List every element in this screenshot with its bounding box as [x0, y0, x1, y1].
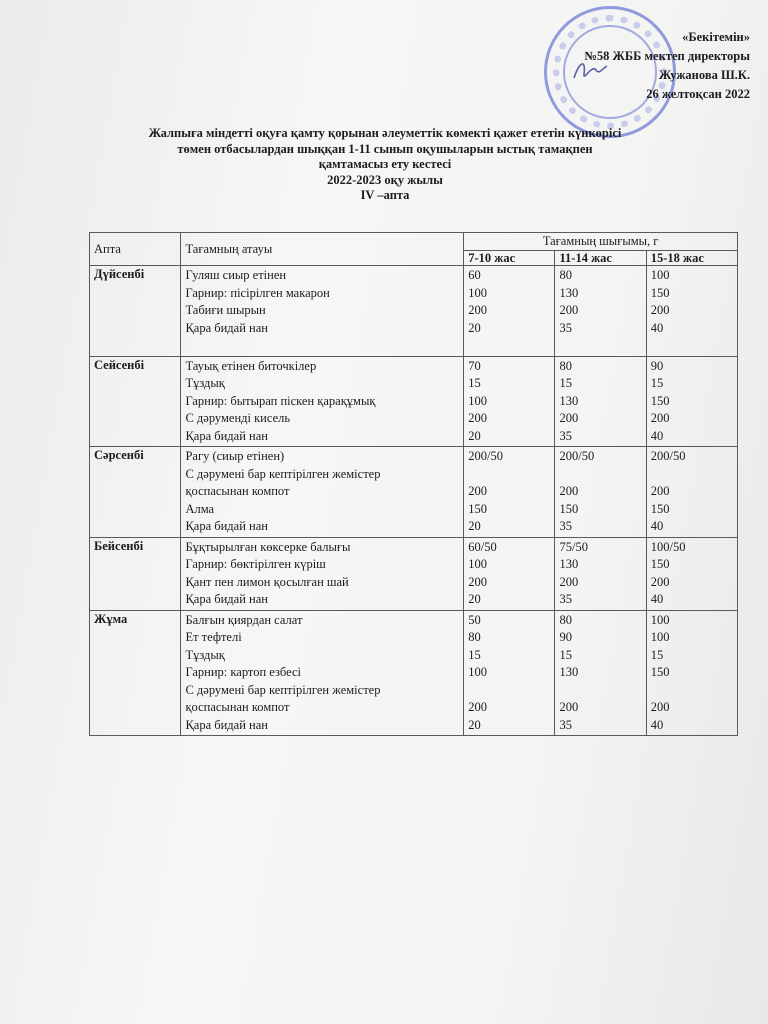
yield-15-18: 40	[650, 592, 664, 606]
approval-signatory: Жужанова Ш.К.	[658, 68, 750, 82]
dish-name: Қара бидай нан	[185, 717, 268, 732]
header-age-11-14: 11-14 жас	[555, 251, 646, 266]
yield-11-14-cell	[555, 266, 646, 357]
day-name: Сәрсенбі	[90, 447, 181, 538]
yield-15-18: 40	[650, 320, 664, 335]
yield-7-10: 60	[468, 268, 481, 282]
yield-15-18: 200	[650, 700, 670, 714]
yield-7-10: 200	[468, 303, 487, 317]
yield-15-18: 15	[650, 647, 664, 662]
yield-7-10: 70	[468, 358, 481, 373]
yield-7-10: 20	[468, 320, 481, 335]
dish-name: Қара бидай нан	[185, 519, 268, 533]
dish-name: С дәрумені бар кептірілген жемістер	[185, 466, 381, 481]
header-week: Апта	[90, 233, 181, 266]
dish-name: С дәрумені бар кептірілген жемістер	[185, 682, 381, 697]
dish-name-cell	[181, 447, 464, 538]
yield-7-10: 80	[468, 630, 481, 644]
dish-name: Гарнир: бөктірілген күріш	[185, 557, 326, 571]
yield-7-10	[468, 337, 550, 355]
yield-7-10-cell	[464, 266, 555, 357]
yield-15-18-cell	[646, 447, 737, 538]
yield-11-14-cell	[555, 447, 646, 538]
yield-15-18-cell	[646, 266, 737, 357]
yield-15-18: 100	[650, 630, 670, 644]
title-line-4: 2022-2023 оқу жылы	[327, 172, 443, 187]
yield-15-18	[651, 466, 733, 484]
yield-11-14: 130	[559, 665, 579, 679]
yield-7-10: 200	[468, 574, 487, 589]
yield-11-14: 15	[559, 647, 572, 662]
yield-7-10: 200	[468, 484, 487, 498]
yield-11-14: 130	[559, 285, 579, 300]
day-row	[90, 266, 738, 357]
dish-name: Рагу (сиыр етінен)	[185, 449, 285, 463]
dish-name: Қара бидай нан	[185, 320, 268, 335]
dish-name: Табиғи шырын	[185, 303, 266, 317]
yield-7-10-cell	[464, 447, 555, 538]
dish-name: Қара бидай нан	[185, 592, 268, 606]
dish-name: қоспасынан компот	[185, 700, 290, 714]
title-line-1: Жалпыға міндетті оқуға қамту қорынан әлеуметтік көмекті қажет ететін күнкөрісі	[148, 126, 622, 140]
yield-7-10: 150	[468, 501, 487, 516]
yield-11-14: 35	[559, 320, 572, 335]
yield-7-10: 20	[468, 519, 481, 533]
dish-name: Қара бидай нан	[185, 428, 268, 443]
yield-11-14	[559, 682, 641, 700]
yield-15-18: 200/50	[650, 449, 686, 463]
day-row	[90, 537, 738, 610]
yield-11-14: 200/50	[559, 449, 595, 463]
yield-15-18: 15	[650, 376, 664, 390]
approval-position: №58 ЖББ мектеп директоры	[584, 49, 750, 63]
yield-15-18-cell	[646, 610, 737, 736]
yield-15-18: 150	[650, 665, 670, 679]
yield-7-10: 20	[468, 592, 481, 606]
header-yield: Тағамның шығымы, г	[464, 233, 738, 251]
day-row	[90, 610, 738, 736]
yield-11-14	[559, 466, 641, 484]
dish-name	[185, 337, 459, 355]
yield-7-10-cell	[464, 610, 555, 736]
approval-date: 26 желтоқсан 2022	[646, 87, 750, 101]
dish-name: Гарнир: пісірілген макарон	[185, 285, 330, 300]
yield-15-18	[651, 337, 733, 355]
approval-block	[450, 28, 750, 104]
day-name: Бейсенбі	[90, 537, 181, 610]
yield-11-14: 35	[559, 428, 572, 443]
dish-name: Балғын қиярдан салат	[185, 612, 303, 627]
yield-11-14: 90	[559, 630, 572, 644]
yield-7-10: 50	[468, 612, 481, 627]
yield-7-10: 20	[468, 717, 481, 732]
dish-name-cell	[181, 356, 464, 447]
yield-11-14: 35	[559, 519, 572, 533]
yield-11-14-cell	[555, 610, 646, 736]
yield-11-14: 200	[559, 700, 579, 714]
yield-11-14: 130	[559, 557, 579, 571]
yield-11-14: 75/50	[559, 539, 588, 554]
header-age-7-10: 7-10 жас	[464, 251, 555, 266]
yield-15-18: 150	[650, 285, 670, 300]
yield-7-10: 200	[468, 700, 487, 714]
yield-15-18: 90	[650, 358, 664, 373]
yield-11-14: 200	[559, 411, 579, 425]
dish-name: Гуляш сиыр етінен	[185, 268, 287, 282]
dish-name: Гарнир: картоп езбесі	[185, 665, 301, 679]
yield-7-10: 100	[468, 285, 487, 300]
yield-15-18: 40	[650, 717, 664, 732]
yield-15-18: 150	[650, 501, 670, 516]
yield-11-14: 80	[559, 268, 572, 282]
yield-7-10: 15	[468, 647, 481, 662]
dish-name-cell	[181, 537, 464, 610]
yield-7-10	[468, 682, 550, 700]
day-name: Сейсенбі	[90, 356, 181, 447]
yield-7-10: 15	[468, 376, 481, 390]
yield-7-10-cell	[464, 356, 555, 447]
yield-15-18-cell	[646, 537, 737, 610]
yield-11-14-cell	[555, 356, 646, 447]
dish-name-cell	[181, 610, 464, 736]
yield-15-18: 200	[650, 303, 670, 317]
title-line-5: IV –апта	[360, 188, 410, 202]
yield-15-18: 200	[650, 484, 670, 498]
dish-name: Ет тефтелі	[185, 630, 242, 644]
meal-schedule-body	[90, 266, 738, 736]
yield-7-10-cell	[464, 537, 555, 610]
yield-7-10	[468, 466, 550, 484]
day-row	[90, 447, 738, 538]
title-line-2: төмен отбасылардан шыққан 1-11 сынып оқушыларын ыстық тамақпен	[177, 141, 593, 156]
yield-11-14: 80	[559, 612, 572, 627]
yield-11-14: 200	[559, 303, 579, 317]
yield-11-14: 130	[559, 393, 579, 408]
approval-heading: «Бекітемін»	[682, 30, 750, 44]
yield-15-18: 200	[650, 411, 670, 425]
yield-7-10: 20	[468, 428, 481, 443]
yield-15-18: 40	[650, 519, 664, 533]
header-dish-name: Тағамның атауы	[181, 233, 464, 266]
day-row	[90, 356, 738, 447]
yield-15-18: 150	[650, 557, 670, 571]
document-title	[40, 126, 730, 204]
yield-7-10: 200/50	[468, 449, 503, 463]
yield-11-14: 15	[559, 376, 572, 390]
dish-name: Гарнир: бытырап піскен қарақұмық	[185, 393, 376, 408]
dish-name: С дәруменді кисель	[185, 411, 291, 425]
dish-name: Алма	[185, 501, 215, 516]
yield-15-18	[651, 682, 733, 700]
dish-name: Тауық етінен биточкілер	[185, 358, 317, 373]
yield-15-18: 100/50	[650, 539, 686, 554]
dish-name-cell	[181, 266, 464, 357]
meal-schedule-table	[89, 232, 738, 736]
yield-11-14: 35	[559, 592, 572, 606]
day-name: Дүйсенбі	[90, 266, 181, 357]
yield-7-10: 100	[468, 665, 487, 679]
yield-11-14: 200	[559, 574, 579, 589]
header-age-15-18: 15-18 жас	[646, 251, 737, 266]
day-name: Жұма	[90, 610, 181, 736]
yield-7-10: 100	[468, 557, 487, 571]
dish-name: Тұздық	[185, 376, 225, 390]
yield-11-14: 150	[559, 501, 579, 516]
yield-7-10: 100	[468, 393, 487, 408]
dish-name: Тұздық	[185, 647, 225, 662]
yield-11-14: 35	[559, 717, 572, 732]
yield-15-18-cell	[646, 356, 737, 447]
dish-name: қоспасынан компот	[185, 484, 290, 498]
yield-15-18: 150	[650, 393, 670, 408]
dish-name: Бұқтырылған көксерке балығы	[185, 539, 351, 554]
yield-7-10: 200	[468, 411, 487, 425]
yield-11-14	[559, 337, 641, 355]
dish-name: Қант пен лимон қосылған шай	[185, 574, 349, 589]
yield-11-14-cell	[555, 537, 646, 610]
yield-11-14: 200	[559, 484, 579, 498]
yield-11-14: 80	[559, 358, 572, 373]
title-line-3: қамтамасыз ету кестесі	[318, 157, 452, 171]
yield-15-18: 100	[650, 612, 670, 627]
yield-7-10: 60/50	[468, 539, 497, 554]
yield-15-18: 40	[650, 428, 664, 443]
yield-15-18: 100	[650, 268, 670, 282]
yield-15-18: 200	[650, 574, 670, 589]
